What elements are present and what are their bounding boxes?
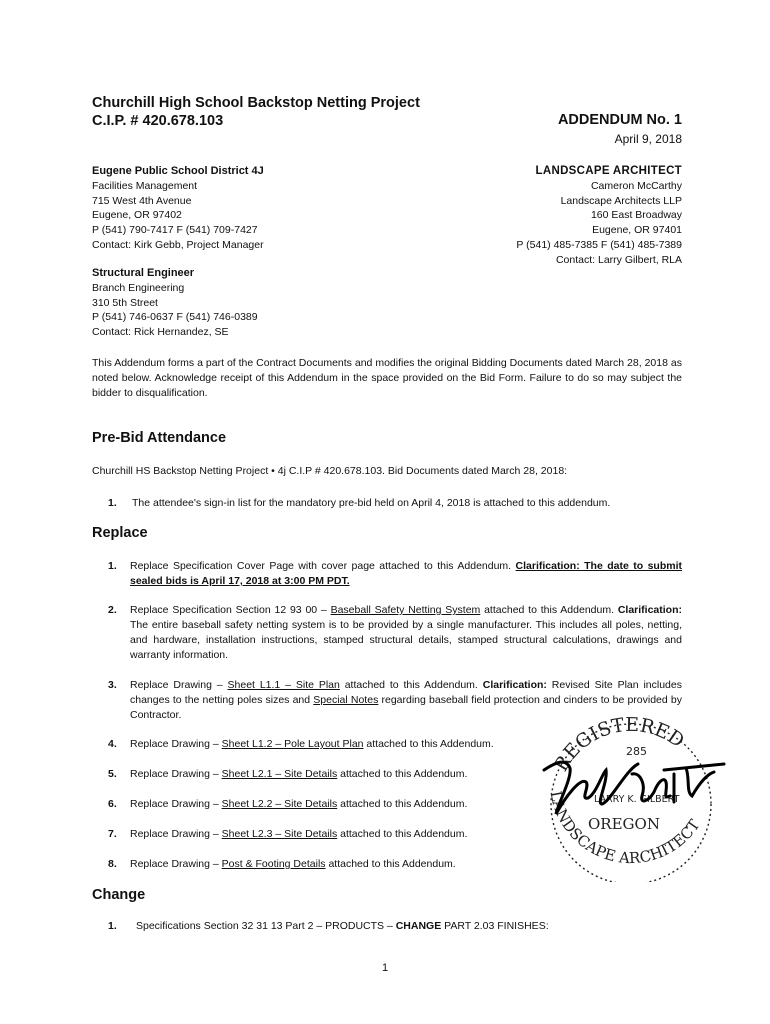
prebid-item-number: 1. [108, 497, 117, 509]
special-notes-link: Special Notes [313, 694, 379, 706]
owner-phone: P (541) 790-7417 F (541) 709-7427 [92, 224, 258, 237]
replace-item-text: Replace Specification Cover Page with cover page attached to this Addendum. [130, 560, 516, 572]
change-item-1 [92, 919, 682, 934]
addendum-date: April 9, 2018 [614, 132, 682, 146]
clarification-text: The entire baseball safety netting system is to be provided by a single manufacturer. This includes all poles, netting, and hardware, installation instructions, stamped structural details, stamped structural calculations, drawings and warranty information. [130, 619, 682, 661]
replace-item-text: Replace Drawing – [130, 798, 222, 810]
seal-bottom-text: LANDSCAPE ARCHITECT [546, 789, 704, 868]
architect-contact: Contact: Larry Gilbert, RLA [555, 253, 682, 266]
replace-item-number: 5. [108, 768, 117, 780]
addendum-number: ADDENDUM No. 1 [557, 112, 682, 128]
replace-item-text: Replace Drawing – [130, 768, 222, 780]
owner-name: Eugene Public School District 4J [92, 165, 264, 177]
prebid-item-text: The attendee's sign-in list for the mandatory pre-bid held on April 4, 2018 is attached to this addendum. [132, 497, 611, 509]
replace-item-number: 1. [108, 560, 117, 572]
document-link: Sheet L1.1 – Site Plan [227, 679, 340, 691]
replace-item-number: 4. [108, 738, 117, 750]
document-link: Sheet L1.2 – Pole Layout Plan [221, 738, 364, 750]
change-heading: Change [92, 887, 146, 903]
seal-number: 285 [626, 745, 647, 758]
clarification-text: Clarification: The date to submit sealed bids is April 17, 2018 at 3:00 PM PDT. [130, 560, 682, 587]
engineer-contact: Contact: Rick Hernandez, SE [92, 326, 229, 339]
owner-contact: Contact: Kirk Gebb, Project Manager [92, 238, 264, 251]
replace-item-text: attached to this Addendum. [337, 768, 468, 780]
architect-block [382, 164, 682, 268]
clarification-label: Clarification: [482, 679, 547, 691]
change-item-text: PART 2.03 FINISHES: [441, 920, 549, 932]
signature [544, 762, 724, 814]
replace-item-1 [92, 559, 682, 589]
engineer-label: Structural Engineer [92, 267, 195, 279]
architect-address2: Eugene, OR 97401 [592, 224, 682, 237]
engineer-phone: P (541) 746-0637 F (541) 746-0389 [92, 311, 258, 324]
document-link: Sheet L2.3 – Site Details [221, 828, 338, 840]
seal-state: OREGON [588, 815, 660, 833]
document-link: Sheet L2.2 – Site Details [221, 798, 338, 810]
architect-phone: P (541) 485-7385 F (541) 485-7389 [516, 238, 682, 251]
document-header [92, 94, 682, 146]
architect-name: Cameron McCarthy [590, 179, 682, 192]
change-keyword: CHANGE [395, 920, 442, 932]
owner-block [92, 164, 392, 253]
replace-item-number: 7. [108, 828, 117, 840]
replace-item-text: attached to this Addendum. [363, 738, 494, 750]
replace-item-text: attached to this Addendum. [480, 604, 618, 616]
replace-item-text: Replace Drawing – [130, 828, 222, 840]
clarification-text: regarding baseball field protection and cinders to be provided by Contractor. [130, 694, 682, 721]
owner-dept: Facilities Management [92, 179, 198, 192]
replace-item-text: Replace Specification Section 12 93 00 – [130, 604, 331, 616]
replace-item-text: attached to this Addendum. [337, 798, 468, 810]
clarification-label: Clarification: [617, 604, 682, 616]
replace-item-text: attached to this Addendum. [339, 679, 483, 691]
replace-item-text: attached to this Addendum. [325, 858, 456, 870]
architect-address1: 160 East Broadway [590, 209, 682, 222]
replace-heading: Replace [92, 525, 148, 541]
document-link: Baseball Safety Netting System [330, 604, 481, 616]
owner-address1: 715 West 4th Avenue [92, 194, 192, 207]
engineer-address: 310 5th Street [92, 296, 158, 309]
cip-number: C.I.P. # 420.678.103 [92, 113, 224, 129]
document-link: Sheet L2.1 – Site Details [221, 768, 338, 780]
replace-item-number: 6. [108, 798, 117, 810]
owner-address2: Eugene, OR 97402 [92, 209, 182, 222]
replace-item-text: attached to this Addendum. [337, 828, 468, 840]
replace-item-2 [92, 603, 682, 663]
replace-item-text: Replace Drawing – [130, 738, 222, 750]
intro-paragraph: This Addendum forms a part of the Contract Documents and modifies the original Bidding Documents dated March 28, 2018 as noted below. Acknowledge receipt of this Addendum in the space provided on the Bid Form. Failure to do so may subject the bidder to disqualification. [92, 357, 682, 399]
document-link: Post & Footing Details [221, 858, 326, 870]
architect-label: LANDSCAPE ARCHITECT [535, 165, 682, 177]
clarification-text: Revised Site Plan includes changes to the netting poles sizes and [130, 679, 682, 706]
replace-item-text: Replace Drawing – [130, 858, 222, 870]
replace-item-number: 3. [108, 679, 117, 691]
change-item-text: Specifications Section 32 31 13 Part 2 – PRODUCTS – [136, 920, 396, 932]
architect-firm: Landscape Architects LLP [560, 194, 682, 207]
replace-item-number: 2. [108, 604, 117, 616]
page-number: 1 [381, 962, 389, 974]
replace-item-number: 8. [108, 858, 117, 870]
architect-seal [536, 712, 726, 882]
engineer-firm: Branch Engineering [92, 281, 185, 294]
prebid-heading: Pre-Bid Attendance [92, 430, 227, 446]
project-title: Churchill High School Backstop Netting Project [92, 95, 420, 111]
prebid-line: Churchill HS Backstop Netting Project • 4j C.I.P # 420.678.103. Bid Documents dated March 28, 2018: [92, 465, 568, 477]
seal-name: LARRY K. GILBERT [594, 794, 680, 805]
engineer-block [92, 266, 258, 340]
change-item-number: 1. [108, 920, 117, 932]
seal-top-text: REGISTERED [550, 713, 689, 776]
replace-item-text: Replace Drawing – [130, 679, 228, 691]
prebid-item [92, 496, 682, 511]
